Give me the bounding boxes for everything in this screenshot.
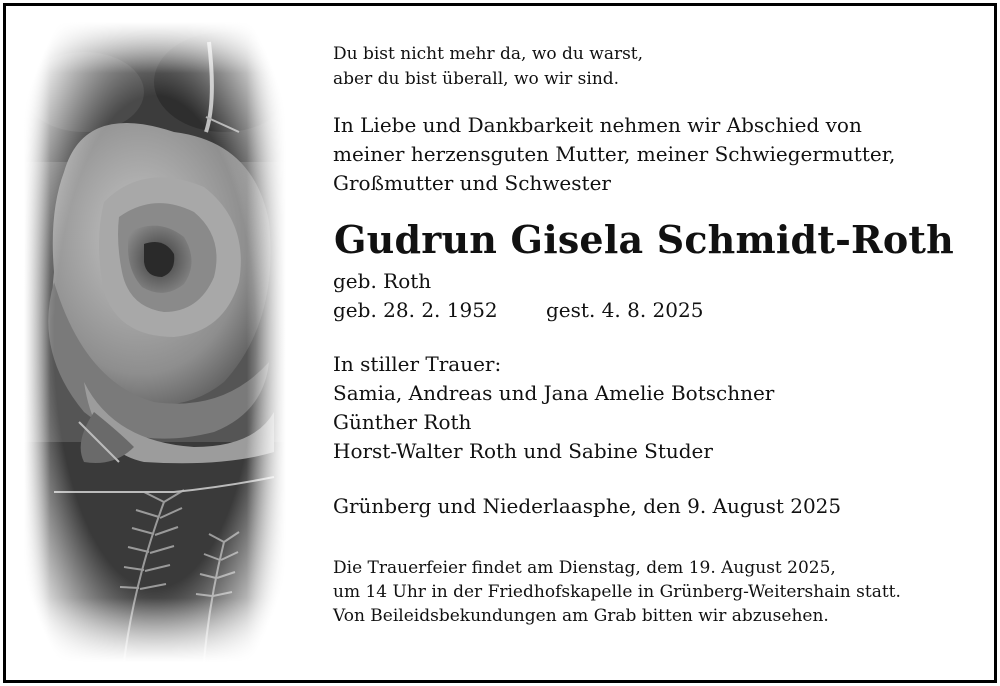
birth-date: geb. 28. 2. 1952 <box>333 298 498 322</box>
place-and-date: Grünberg und Niederlaasphe, den 9. August 2025 <box>333 494 842 518</box>
mourner-entry: Samia, Andreas und Jana Amelie Botschner <box>333 381 775 405</box>
verse <box>333 42 983 92</box>
mourners-heading: In stiller Trauer: <box>333 352 502 376</box>
rose-illustration <box>24 22 286 662</box>
funeral-notice <box>333 556 983 628</box>
intro-line: Großmutter und Schwester <box>333 171 611 195</box>
obituary-frame <box>3 3 997 683</box>
intro-line: meiner herzensguten Mutter, meiner Schwiegermutter, <box>333 142 896 166</box>
notice-line: Von Beileidsbekundungen am Grab bitten wir abzusehen. <box>333 606 829 626</box>
rose-photo <box>24 22 286 662</box>
intro-line: In Liebe und Dankbarkeit nehmen wir Abschied von <box>333 113 862 137</box>
birth-death-dates <box>333 296 983 325</box>
life-dates <box>333 267 983 325</box>
notice-line: Die Trauerfeier findet am Dienstag, dem 19. August 2025, <box>333 558 836 578</box>
deceased-name: Gudrun Gisela Schmidt-Roth <box>334 217 954 262</box>
maiden-name: geb. Roth <box>333 269 432 293</box>
mourner-entry: Horst-Walter Roth und Sabine Studer <box>333 439 713 463</box>
notice-line: um 14 Uhr in der Friedhofskapelle in Grünberg-Weitershain statt. <box>333 582 901 602</box>
intro-paragraph <box>333 111 983 198</box>
death-date: gest. 4. 8. 2025 <box>546 298 704 322</box>
verse-line: Du bist nicht mehr da, wo du warst, <box>333 44 644 64</box>
mourner-entry: Günther Roth <box>333 410 472 434</box>
obituary-text <box>333 42 983 628</box>
mourners-list <box>333 350 983 466</box>
verse-line: aber du bist überall, wo wir sind. <box>333 69 620 89</box>
